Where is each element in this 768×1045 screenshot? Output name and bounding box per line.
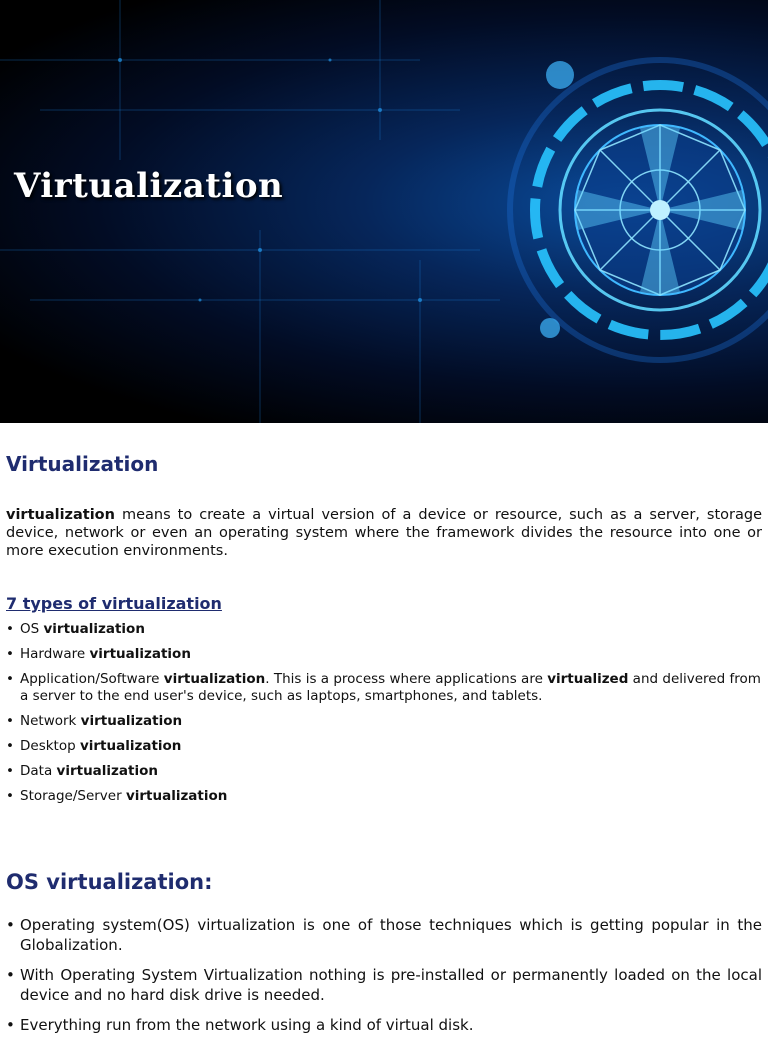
section-heading: Virtualization [6,452,159,476]
circuit-graphic [0,0,768,423]
target-icon [510,60,768,360]
definition-paragraph [6,506,762,560]
list-item: • Hardware virtualization [6,646,762,663]
list-item: • Network virtualization [6,713,762,730]
header-banner [0,0,768,423]
types-list [6,621,762,813]
os-section-heading: OS virtualization: [6,870,213,894]
definition-term: virtualization [6,507,115,523]
definition-text: means to create a virtual version of a device or resource, such as a server, storage device, network or even an operating system where the framework divides the resource into one or more execution environments. [6,507,762,559]
list-item: • With Operating System Virtualization nothing is pre-installed or permanently loaded on the local device and no hard disk drive is needed. [6,965,762,1005]
list-item: • Everything run from the network using a kind of virtual disk. [6,1015,762,1035]
list-item: • OS virtualization [6,621,762,638]
list-item: • Desktop virtualization [6,738,762,755]
types-heading: 7 types of virtualization [6,594,222,613]
list-item: • Storage/Server virtualization [6,788,762,805]
banner-title: Virtualization [14,166,284,206]
os-bullet-list [6,915,762,1045]
list-item: • Data virtualization [6,763,762,780]
list-item: • Operating system(OS) virtualization is one of those techniques which is getting popular in the Globalization. [6,915,762,955]
list-item: • Application/Software virtualization. This is a process where applications are virtualized and delivered from a server to the end user's device, such as laptops, smartphones, and tablets. [6,671,762,705]
